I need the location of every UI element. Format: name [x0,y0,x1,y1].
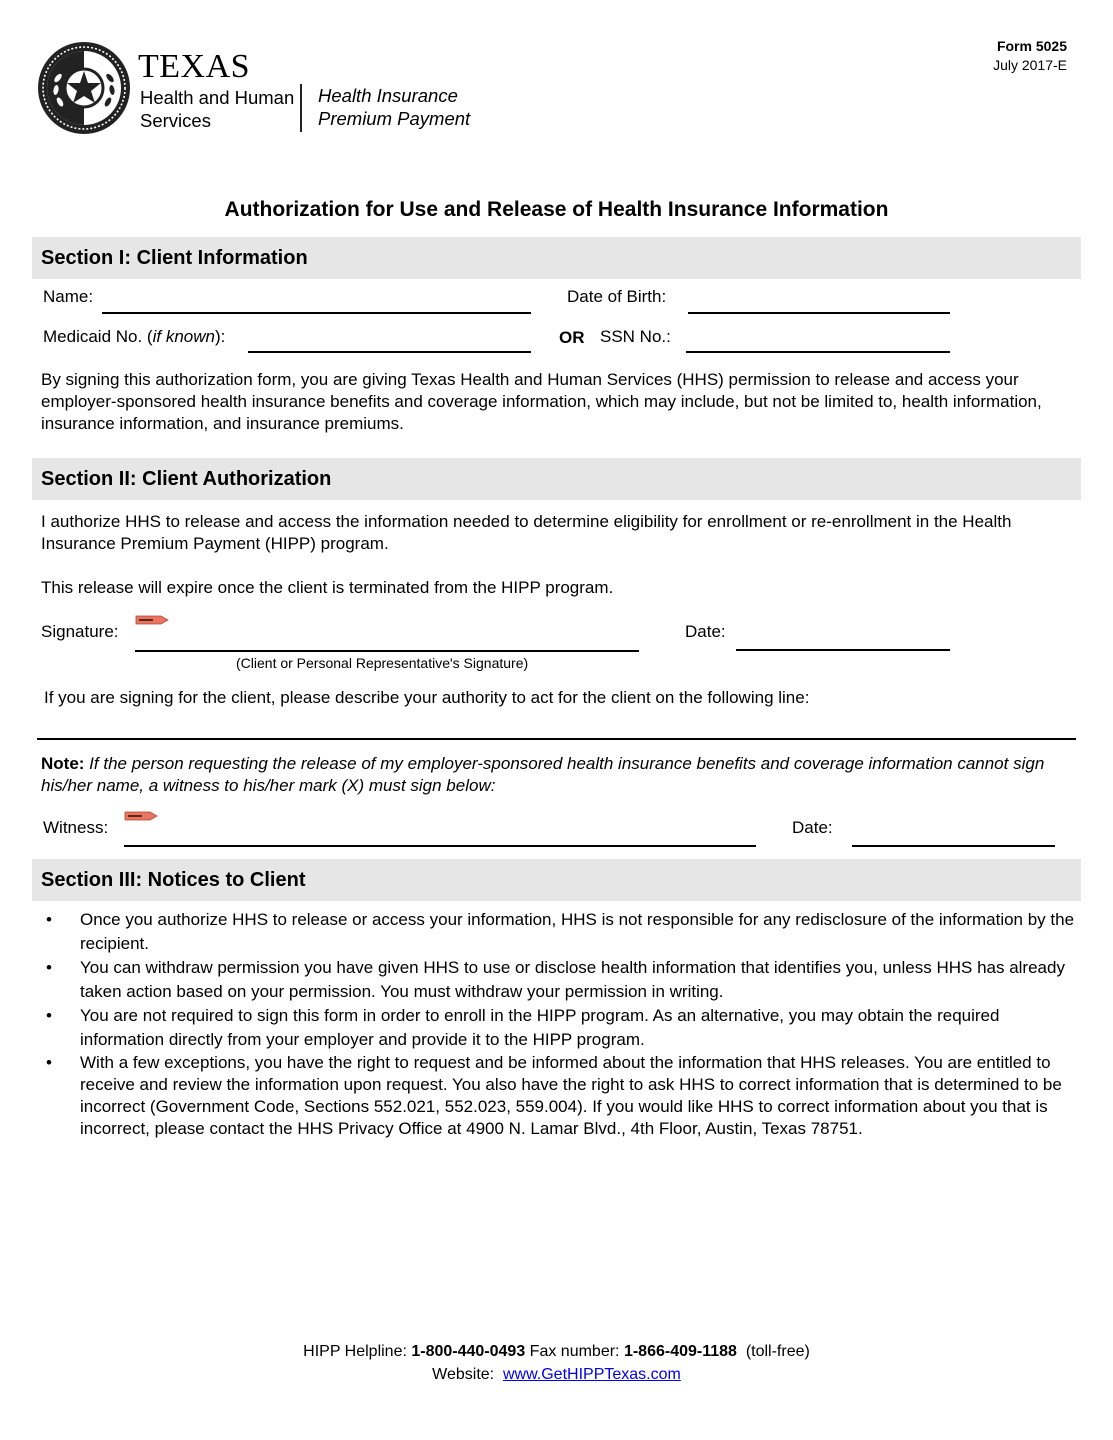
notice-text: Once you authorize HHS to release or access your information, HHS is not responsible for any redisclosure of the information by the recipient. [80,910,1075,953]
logo-program-line2: Premium Payment [318,108,471,129]
section-3-header [32,859,1081,901]
bullet-icon: • [46,1053,52,1072]
logo-divider [300,84,302,132]
witness-date-field[interactable] [852,845,1055,847]
authorize-paragraph: I authorize HHS to release and access the information needed to determine eligibility for enrollment or re-enrollment in the Health Insurance Premium Payment (HIPP) program. [41,512,1012,553]
signature-date-field[interactable] [736,649,950,651]
authority-field[interactable] [37,738,1076,740]
logo-program-text [318,84,470,130]
ssn-field[interactable] [686,351,950,353]
witness-note [41,753,1071,797]
hhs-seal-logo [36,40,132,136]
footer-website-line [0,1366,1113,1384]
note-text: If the person requesting the release of my employer-sponsored health insurance benefits and coverage information cannot sign his/her name, a witness to his/her mark (X) must sign below: [41,754,1045,795]
texas-seal-icon [36,40,132,136]
or-label: OR [559,328,585,347]
note-label: Note: [41,754,85,773]
ssn-label: SSN No.: [600,327,671,346]
medicaid-label-italic: if known [152,327,215,346]
website-link[interactable]: www.GetHIPPTexas.com [503,1366,681,1383]
fax-label: Fax number: [525,1343,624,1360]
authority-instruction: If you are signing for the client, please describe your authority to act for the client on the following line: [44,688,810,707]
notice-item [41,1004,1076,1052]
witness-label: Witness: [43,818,109,837]
signature-date-label: Date: [685,622,726,641]
website-label: Website: [432,1366,503,1383]
fax-number: 1-866-409-1188 [623,1343,737,1360]
name-label: Name: [43,287,94,306]
notice-item [41,908,1076,956]
sign-here-flag-icon [135,615,169,625]
medicaid-label-post: ): [214,327,226,346]
section-1-header [32,237,1081,279]
document-title: Authorization for Use and Release of Health Insurance Information [224,198,889,221]
bullet-icon: • [46,1006,52,1025]
notice-item [41,956,1076,1004]
helpline-label: HIPP Helpline: [303,1343,412,1360]
medicaid-number-field[interactable] [248,351,531,353]
section-2-heading: Section II: Client Authorization [41,468,332,490]
medicaid-label [43,327,225,347]
form-revision-date: July 2017-E [993,57,1067,73]
notice-text: With a few exceptions, you have the right to request and be informed about the information that HHS releases. You are entitled to receive and review the information upon request. You also have the right to ask HHS to correct information that is determined to be incorrect (Government Code, Sections 552.021, 552.023, 559.004). If you would like HHS to correct information about you that is incorrect, please contact the HHS Privacy Office at 4900 N. Lamar Blvd., 4th Floor, Austin, Texas 78751. [80,1053,1062,1138]
signature-field[interactable] [135,650,639,652]
notices-list [41,908,1076,1140]
witness-signature-field[interactable] [124,845,756,847]
helpline-number: 1-800-440-0493 [411,1343,526,1360]
notice-text: You can withdraw permission you have given HHS to use or disclose health information that identifies you, unless HHS has already taken action based on your permission. You must withdraw your permission in writing. [80,958,1065,1001]
sign-here-flag-icon [124,811,158,821]
logo-state-text: TEXAS [138,48,251,85]
footer-contact-line [0,1343,1113,1361]
expire-paragraph: This release will expire once the client is terminated from the HIPP program. [41,578,614,597]
section-2-header [32,458,1081,500]
dob-field[interactable] [688,312,950,314]
notice-text: You are not required to sign this form in order to enroll in the HIPP program. As an alternative, you may obtain the required information directly from your employer and provide it to the HIPP program. [80,1006,1000,1049]
form-number: Form 5025 [996,38,1067,54]
bullet-icon: • [46,958,52,977]
section-3-heading: Section III: Notices to Client [41,869,306,891]
section-1-heading: Section I: Client Information [41,247,308,269]
logo-program-line1: Health Insurance [318,85,458,106]
logo-agency-line2: Services [140,110,211,131]
logo-agency-text [140,86,294,132]
toll-free-note: (toll-free) [736,1343,810,1360]
dob-label: Date of Birth: [567,287,667,306]
bullet-icon: • [46,910,52,929]
name-field[interactable] [102,312,531,314]
medicaid-label-pre: Medicaid No. ( [43,327,153,346]
witness-date-label: Date: [792,818,833,837]
signature-label: Signature: [41,622,119,641]
signature-caption: (Client or Personal Representative's Signature) [236,655,529,671]
notice-item [41,1052,1076,1140]
consent-paragraph: By signing this authorization form, you are giving Texas Health and Human Services (HHS) permission to release and access your employer-sponsored health insurance benefits and coverage information, which may include, but not be limited to, health information, insurance information, and insurance premiums. [41,370,1042,433]
logo-agency-line1: Health and Human [140,87,295,108]
